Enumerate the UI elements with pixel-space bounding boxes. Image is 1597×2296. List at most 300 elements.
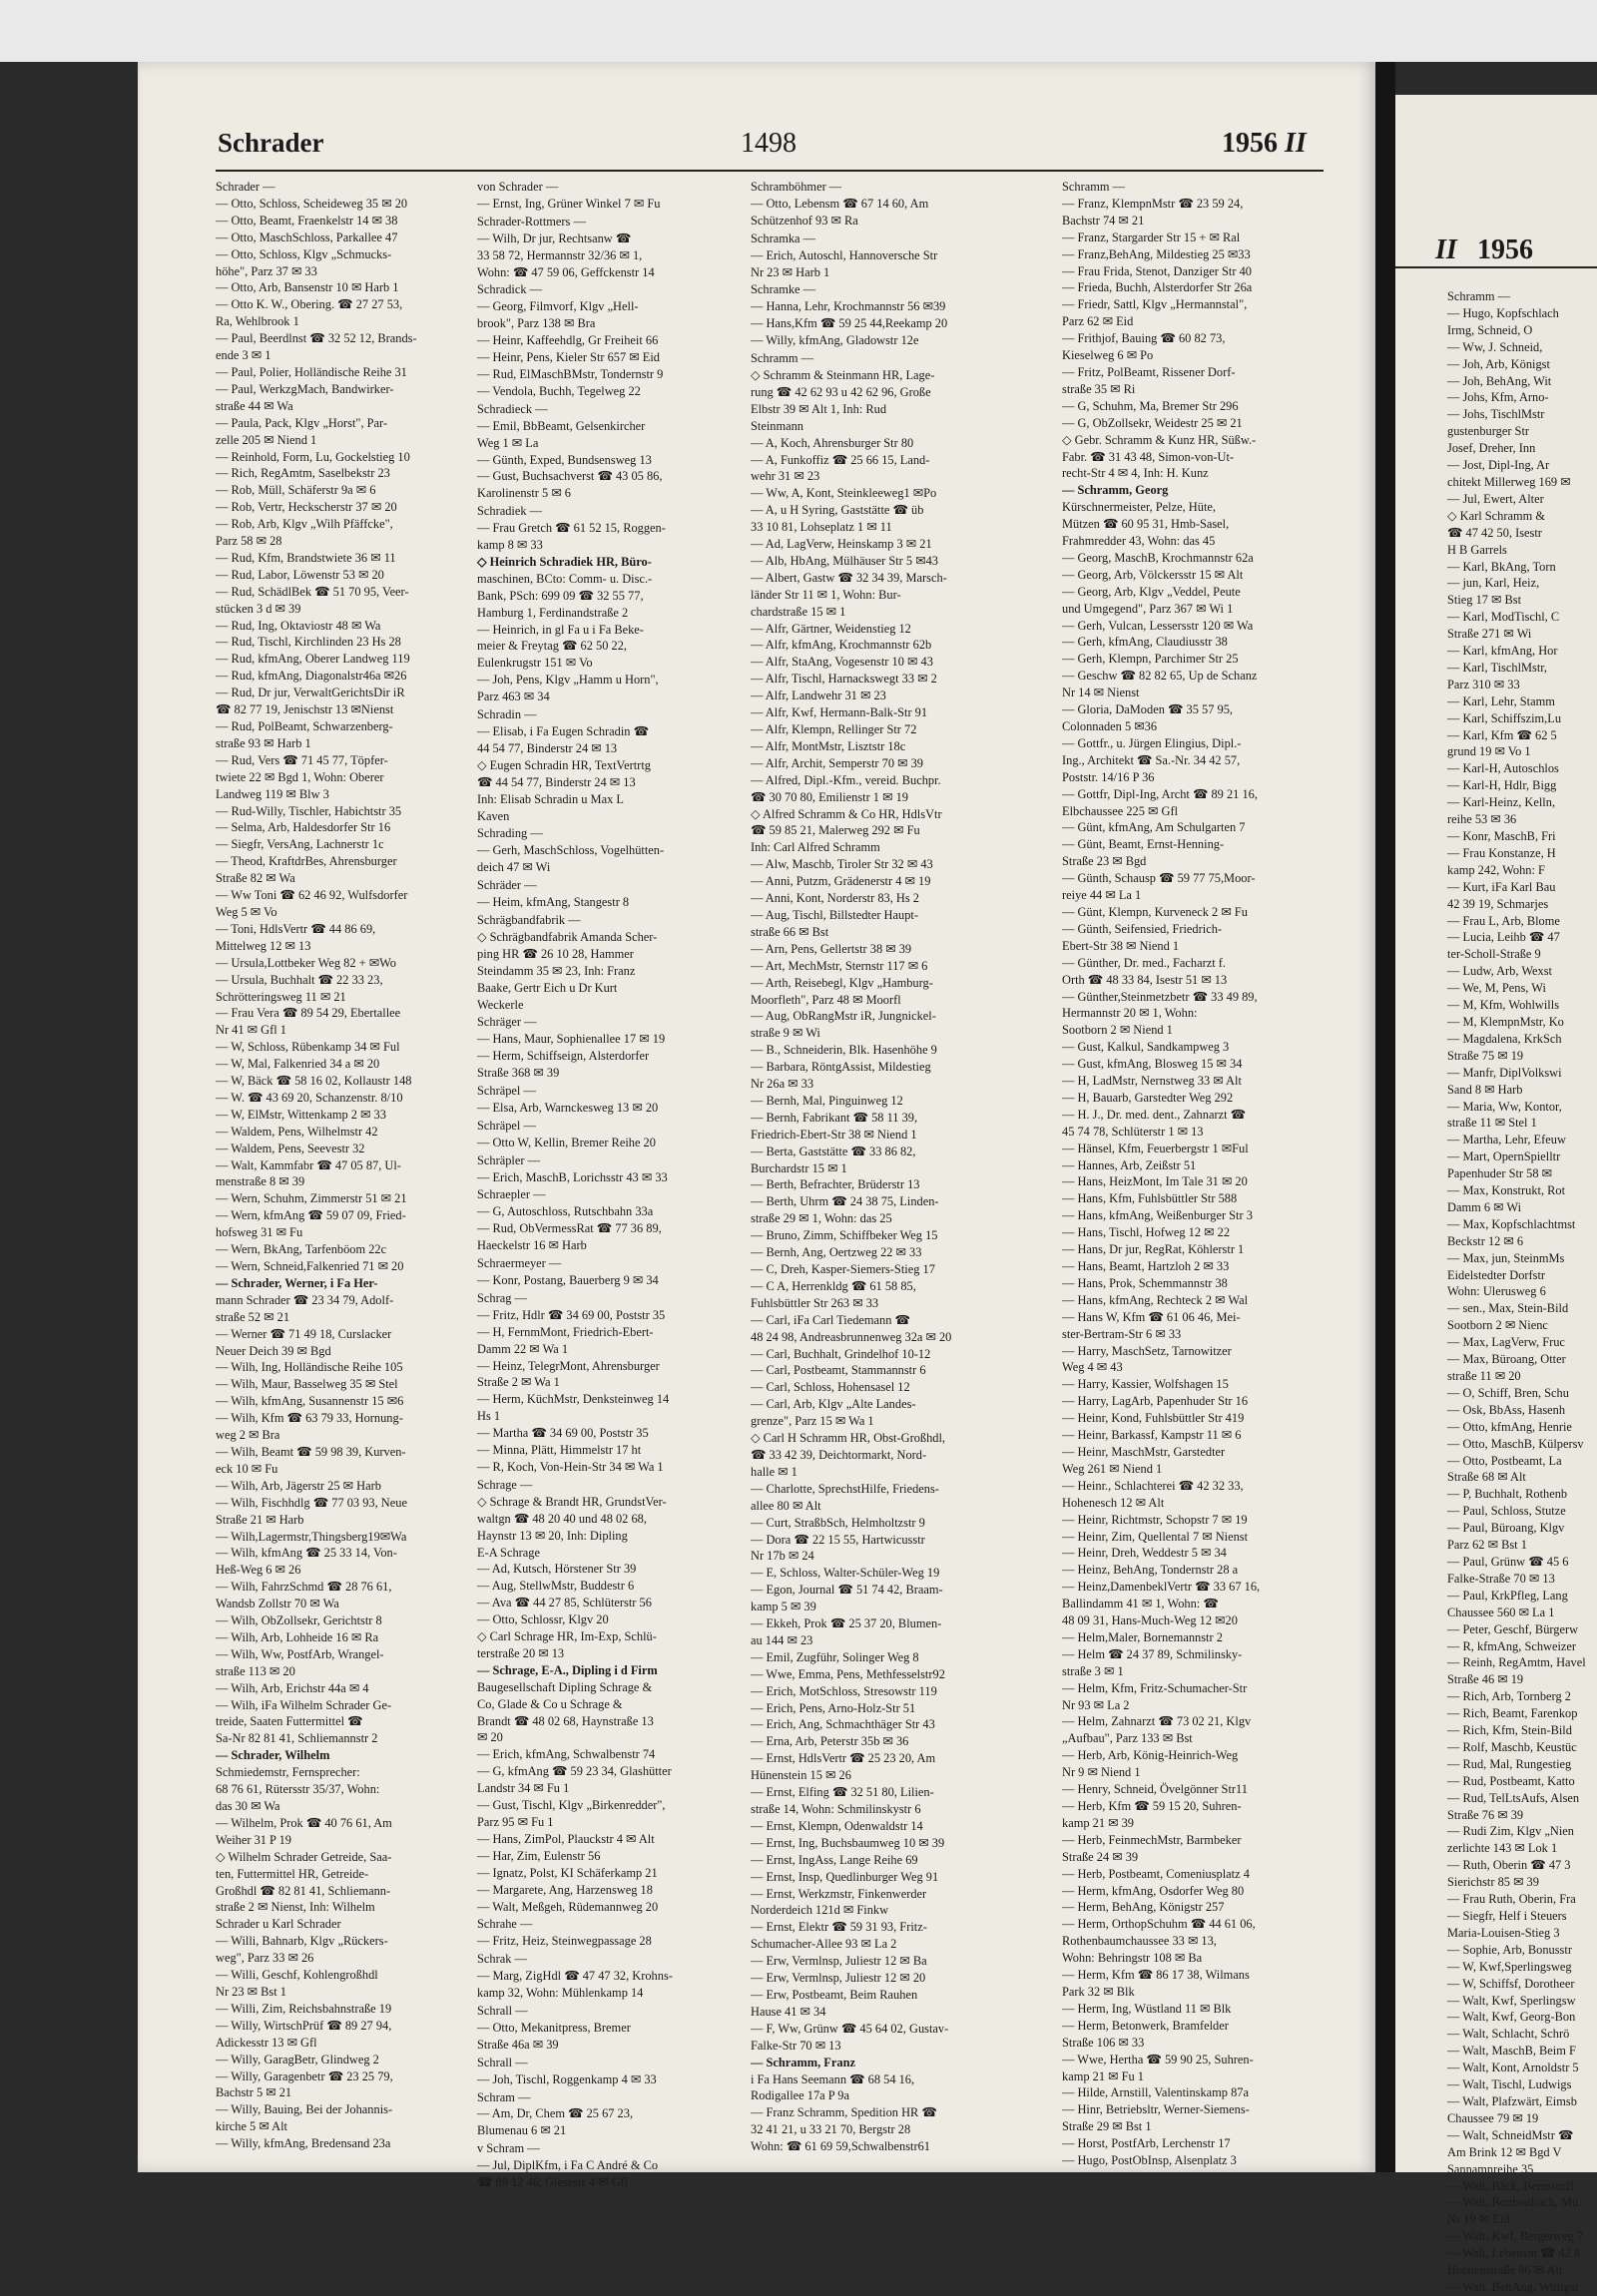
directory-entry: — Hugo, Kopfschlach [1447,305,1559,320]
directory-entry: — Günt, Beamt, Ernst-Henning- [1062,837,1225,852]
directory-entry: — W. ☎ 43 69 20, Schanzenstr. 8/10 [216,1090,403,1105]
directory-entry: — Günth, Exped, Bundsensweg 13 [477,452,652,467]
directory-entry: — Alfred, Dipl.-Kfm., vereid. Buchpr. [751,772,941,787]
directory-entry: Kaven [477,808,510,823]
directory-entry: — Max, Konstrukt, Rot [1447,1183,1566,1198]
directory-entry: — Frieda, Buchh, Alsterdorfer Str 26a [1062,280,1253,295]
directory-entry: Poststr. 14/16 P 36 [1062,769,1155,784]
directory-entry: — R, Koch, Von-Hein-Str 34 ✉ Wa 1 [477,1459,664,1474]
directory-entry: — Willi, Geschf, Kohlengroßhdl [216,1968,378,1983]
directory-entry: Heß-Weg 6 ✉ 26 [216,1563,301,1578]
directory-entry: — Gust, Kalkul, Sandkampweg 3 [1062,1040,1230,1055]
directory-entry: Damm 22 ✉ Wa 1 [477,1341,569,1356]
directory-entry: — Barbara, RöntgAssist, Mildestieg [751,1060,931,1075]
directory-entry: — Ernst, Elfing ☎ 32 51 80, Lilien- [751,1785,934,1800]
directory-entry: Schützenhof 93 ✉ Ra [751,213,858,228]
directory-entry: — Paul, KrkPfleg, Lang [1447,1588,1568,1603]
directory-entry: — Frau Vera ☎ 89 54 29, Ebertallee [216,1006,401,1021]
directory-entry: straße 11 ✉ 20 [1447,1369,1521,1383]
directory-entry: — Ernst, Klempn, Odenwaldstr 14 [751,1818,923,1833]
directory-entry: — Heinr, Zim, Quellental 7 ✉ Nienst [1062,1529,1249,1544]
directory-entry: — Alfr, Kwf, Hermann-Balk-Str 91 [751,705,928,720]
directory-entry: — P, Buchhalt, Rothenb [1447,1487,1568,1502]
directory-entry: Papenhuder Str 58 ✉ [1447,1166,1553,1181]
directory-entry: wehr 31 ✉ 23 [751,469,820,484]
directory-entry: — Hans, HeizMont, Im Tale 31 ✉ 20 [1062,1174,1248,1189]
directory-entry: mann Schrader ☎ 23 34 79, Adolf- [216,1292,394,1307]
directory-entry: straße 9 ✉ Wi [751,1026,820,1041]
directory-entry: Falke-Straße 70 ✉ 13 [1447,1571,1555,1586]
directory-entry: — Schrage, E-A., Dipling i d Firm [477,1662,658,1677]
directory-entry: stücken 3 d ✉ 39 [216,601,301,616]
directory-entry: — H, FernmMont, Friedrich-Ebert- [477,1324,654,1339]
directory-entry: Mützen ☎ 60 95 31, Hmb-Sasel, [1062,517,1230,532]
directory-entry: — Herm, KüchMstr, Denksteinweg 14 [477,1392,670,1407]
directory-entry: Adickesstr 13 ✉ Gfl [216,2035,317,2050]
directory-entry: — H. J., Dr. med. dent., Zahnarzt ☎ [1062,1107,1247,1122]
directory-entry: — Karl-Heinz, Kelln, [1447,795,1556,810]
directory-entry: — Alfr, kfmAng, Krochmannstr 62b [751,638,932,653]
directory-entry: — Mart, OpernSpielltr [1447,1149,1561,1164]
directory-entry: — Peter, Geschf, Bürgerw [1447,1621,1579,1636]
directory-entry: „Aufbau", Parz 133 ✉ Bst [1062,1731,1193,1746]
directory-entry: — Selma, Arb, Haldesdorfer Str 16 [216,820,391,835]
directory-entry: — Erw, Vermlnsp, Juliestr 12 ✉ Ba [751,1954,927,1969]
directory-entry: Straße 29 ✉ Bst 1 [1062,2119,1152,2134]
directory-entry: — Toni, HdlsVertr ☎ 44 86 69, [216,921,376,936]
directory-entry: — Art, MechMstr, Sternstr 117 ✉ 6 [751,958,928,973]
directory-entry: — Hanna, Lehr, Krochmannstr 56 ✉39 [751,299,946,314]
header-rule [216,170,1324,172]
directory-entry: Inh: Carl Alfred Schramm [751,840,880,855]
directory-entry: Rothenbaumchaussee 33 ✉ 13, [1062,1934,1217,1949]
directory-entry: Inh: Elisab Schradin u Max L [477,791,624,806]
directory-entry: Schramka — [751,230,816,245]
directory-entry: — Berth, Uhrm ☎ 24 38 75, Linden- [751,1194,939,1209]
directory-entry: — Alfr, Archit, Semperstr 70 ✉ 39 [751,755,924,770]
directory-entry: ◇ Heinrich Schradiek HR, Büro- [477,554,652,569]
directory-entry: — Siegfr, Helf i Steuers [1447,1909,1567,1923]
next-page-part: II [1435,234,1457,265]
directory-entry: ☎ 47 42 50, Isestr [1447,525,1542,540]
directory-entry: — Rob, Arb, Klgv „Wilh Pfäffcke", [216,517,393,532]
directory-entry: i Fa Hans Seemann ☎ 68 54 16, [751,2071,915,2086]
directory-entry: kamp 21 ✉ Fu 1 [1062,2068,1144,2083]
directory-entry: hofsweg 31 ✉ Fu [216,1225,303,1240]
directory-entry: twiete 22 ✉ Bgd 1, Wohn: Oberer [216,769,384,784]
directory-entry: — Hans, kfmAng, Weißenburger Str 3 [1062,1208,1253,1223]
directory-entry: weg 2 ✉ Bra [216,1428,280,1443]
directory-entry: — W, Mal, Falkenried 34 a ✉ 20 [216,1057,380,1072]
directory-entry: — Walt, SchneidMstr ☎ [1447,2127,1574,2142]
directory-entry: — Hänsel, Kfm, Feuerbergstr 1 ✉Ful [1062,1141,1249,1155]
directory-entry: Wohn: ☎ 61 69 59,Schwalbenstr61 [751,2139,930,2154]
directory-entry: ◇ Wilhelm Schrader Getreide, Saa- [216,1849,392,1864]
directory-entry: kamp 32, Wohn: Mühlenkamp 14 [477,1986,644,2001]
directory-entry: — Ad, LagVerw, Heinskamp 3 ✉ 21 [751,537,932,552]
directory-entry: — Ava ☎ 44 27 85, Schlüterstr 56 [477,1596,652,1610]
directory-entry: — Aug, ObRangMstr iR, Jungnickel- [751,1009,936,1024]
directory-entry: Schmiedemstr, Fernsprecher: [216,1765,360,1780]
directory-entry: eck 10 ✉ Fu [216,1461,278,1476]
column-5 [1447,287,1597,2296]
directory-entry: — Jul, DiplKfm, i Fa C André & Co [477,2158,659,2173]
directory-entry: Elbstr 39 ✉ Alt 1, Inh: Rud [751,401,887,416]
directory-entry: Baake, Gertr Eich u Dr Kurt [477,980,618,995]
directory-entry: deich 47 ✉ Wi [477,860,551,875]
directory-entry: — Alfr, Landwehr 31 ✉ 23 [751,689,886,703]
directory-entry: — Wilh, kfmAng, Susannenstr 15 ✉6 [216,1394,404,1409]
directory-entry: zelle 205 ✉ Niend 1 [216,432,317,447]
directory-entry: — Walt, Kont, Arnoldstr 5 [1447,2061,1579,2075]
directory-entry: maschinen, BCto: Comm- u. Disc.- [477,571,653,586]
directory-entry: — Otto, Arb, Bansenstr 10 ✉ Harb 1 [216,280,399,295]
directory-entry: — Walt, BehAng, Wittigst [1447,2279,1579,2294]
running-head-name: Schrader [218,128,324,158]
directory-entry: — Helm, Zahnarzt ☎ 73 02 21, Klgv [1062,1714,1252,1729]
directory-entry: 32 41 21, u 33 21 70, Bergstr 28 [751,2122,911,2137]
directory-entry: — Frau L, Arb, Blome [1447,913,1560,928]
directory-entry: — Georg, MaschB, Krochmannstr 62a [1062,550,1254,565]
directory-entry: ping HR ☎ 26 10 28, Hammer [477,946,634,961]
directory-entry: — Heim, kfmAng, Stangestr 8 [477,895,630,910]
directory-entry: — Heinr., Schlachterei ☎ 42 32 33, [1062,1478,1244,1493]
directory-entry: — Franz Schramm, Spedition HR ☎ [751,2105,937,2120]
directory-entry: — Rich, Arb, Tornberg 2 [1447,1689,1571,1704]
directory-entry: — Aug, StellwMstr, Buddestr 6 [477,1579,635,1594]
directory-entry: Eulenkrugstr 151 ✉ Vo [477,656,593,671]
directory-entry: — A, Koch, Ahrensburger Str 80 [751,435,914,450]
directory-entry: menstraße 8 ✉ 39 [216,1174,305,1189]
directory-entry: ☎ 82 77 19, Jenischstr 13 ✉Nienst [216,702,394,717]
directory-entry: Parz 58 ✉ 28 [216,534,282,549]
directory-entry: Schramm — [1062,180,1125,194]
directory-entry: Stieg 17 ✉ Bst [1447,593,1522,608]
directory-entry: Schrader u Karl Schrader [216,1917,341,1932]
directory-entry: — Helm, Kfm, Fritz-Schumacher-Str [1062,1680,1248,1695]
directory-entry: — G, Autoschloss, Rutschbahn 33a [477,1204,654,1219]
directory-entry: ◇ Gebr. Schramm & Kunz HR, Süßw.- [1062,432,1257,447]
directory-entry: — Egon, Journal ☎ 51 74 42, Braam- [751,1583,943,1598]
directory-entry: — Ignatz, Polst, KI Schäferkamp 21 [477,1865,658,1880]
directory-entry: — Frau Konstanze, H [1447,845,1556,860]
directory-entry: — Otto, Beamt, Fraenkelstr 14 ✉ 38 [216,213,398,228]
directory-entry: — C A, Herrenkldg ☎ 61 58 85, [751,1278,916,1293]
directory-entry: Frahmredder 43, Wohn: das 45 [1062,534,1216,549]
directory-entry: straße 29 ✉ 1, Wohn: das 25 [751,1211,892,1226]
directory-entry: Straße 271 ✉ Wi [1447,627,1532,642]
directory-entry: Schradick — [477,282,543,297]
directory-entry: — Wilh, Arb, Erichstr 44a ✉ 4 [216,1680,369,1695]
directory-entry: — Walt, Schlacht, Schrö [1447,2027,1570,2042]
directory-entry: kamp 242, Wohn: F [1447,862,1545,877]
directory-entry: — Karl, TischlMstr, [1447,660,1548,675]
directory-entry: — Anni, Kont, Norderstr 83, Hs 2 [751,891,919,906]
directory-entry: — Paul, Grünw ☎ 45 6 [1447,1554,1569,1569]
directory-entry: — Osk, BbAss, Hasenh [1447,1402,1566,1417]
directory-entry: — Rich, Kfm, Stein-Bild [1447,1723,1572,1738]
directory-entry: Sootborn 2 ✉ Niend 1 [1062,1023,1173,1038]
directory-entry: — Martha, Lehr, Efeuw [1447,1133,1566,1148]
directory-entry: straße 11 ✉ Stel 1 [1447,1116,1537,1131]
directory-entry: Straße 106 ✉ 33 [1062,2035,1145,2050]
directory-entry: Nr 9 ✉ Niend 1 [1062,1765,1141,1780]
directory-entry: Schräpel — [477,1118,536,1133]
directory-entry: Weg 1 ✉ La [477,435,539,450]
directory-entry: Schram — [477,2089,531,2104]
directory-entry: — Ww, J. Schneid, [1447,339,1543,354]
directory-entry: — Hans, Kfm, Fuhlsbüttler Str 588 [1062,1191,1238,1206]
directory-entry: — Joh, Pens, Klgv „Hamm u Horn", [477,673,659,688]
directory-entry: Sootborn 2 ✉ Nienc [1447,1318,1548,1333]
directory-entry: 48 24 98, Andreasbrunnenweg 32a ✉ 20 [751,1329,952,1344]
directory-entry: ◇ Alfred Schramm & Co HR, HdlsVtr [751,806,942,821]
directory-entry: — Wern, kfmAng ☎ 59 07 09, Fried- [216,1208,406,1223]
directory-entry: Haeckelstr 16 ✉ Harb [477,1238,587,1253]
directory-entry: — Günt, kfmAng, Am Schulgarten 7 [1062,820,1246,835]
directory-entry: 42 39 19, Schmarjes [1447,896,1549,911]
directory-entry: — Walt, Bäck, Bernstorff [1447,2178,1574,2193]
directory-entry: — Heinr, MaschMstr, Garstedter [1062,1444,1226,1459]
directory-entry: — Waldem, Pens, Wilhelmstr 42 [216,1124,378,1139]
directory-entry: Schramböhmer — [751,180,842,194]
directory-entry: — W, ElMstr, Wittenkamp 2 ✉ 33 [216,1107,386,1122]
directory-entry: — Erna, Arb, Peterstr 35b ✉ 36 [751,1734,909,1749]
directory-entry: — Konr, MaschB, Fri [1447,829,1556,843]
directory-entry: Orth ☎ 48 33 84, Isestr 51 ✉ 13 [1062,972,1228,987]
directory-entry: Weg 261 ✉ Niend 1 [1062,1461,1163,1476]
directory-entry: — Horst, PostfArb, Lerchenstr 17 [1062,2136,1231,2151]
directory-entry: — Am, Dr, Chem ☎ 25 67 23, [477,2106,634,2121]
directory-entry: — Gust, Tischl, Klgv „Birkenredder", [477,1798,666,1813]
directory-entry: Sand 8 ✉ Harb [1447,1082,1523,1097]
directory-entry: — W, Schiffsf, Dorotheer [1447,1976,1575,1991]
directory-entry: — Paul, Büroang, Klgv [1447,1521,1565,1536]
directory-entry: 48 09 31, Hans-Much-Weg 12 ✉20 [1062,1613,1238,1628]
directory-entry: Hamburg 1, Ferdinandstraße 2 [477,605,629,620]
directory-entry: Sierichstr 85 ✉ 39 [1447,1875,1539,1890]
directory-entry: Hause 41 ✉ 34 [751,2004,826,2019]
directory-entry: — Alfr, Tischl, Harnackswegt 33 ✉ 2 [751,672,937,687]
directory-entry: Großhdl ☎ 82 81 41, Schliemann- [216,1883,391,1898]
directory-entry: — Frithjof, Bauing ☎ 60 82 73, [1062,331,1226,346]
directory-entry: — Karl, ModTischl, C [1447,610,1560,625]
directory-entry: — Carl, Schloss, Hohensasel 12 [751,1380,910,1395]
directory-entry: treide, Saaten Futtermittel ☎ [216,1714,363,1729]
directory-entry: — Hinr, Betriebsltr, Werner-Siemens- [1062,2102,1250,2117]
directory-entry: straße 52 ✉ 21 [216,1309,290,1324]
directory-entry: rung ☎ 42 62 93 u 42 62 96, Große [751,384,931,399]
directory-entry: weg", Parz 33 ✉ 26 [216,1951,314,1966]
directory-entry: höhe", Parz 37 ✉ 33 [216,263,317,278]
directory-entry: — Lucia, Leihb ☎ 47 [1447,930,1560,945]
directory-entry: — Wilh, iFa Wilhelm Schrader Ge- [216,1697,392,1712]
directory-entry: — Rud, TelLtsAufs, Alsen [1447,1790,1580,1805]
directory-entry: — G, Schuhm, Ma, Bremer Str 296 [1062,398,1239,413]
directory-entry: — Paul, Beerdlnst ☎ 32 52 12, Brands- [216,331,417,346]
directory-entry: Kürschnermeister, Pelze, Hüte, [1062,500,1216,515]
directory-entry: — Paul, Schloss, Stutze [1447,1504,1566,1519]
directory-entry: — Elisab, i Fa Eugen Schradin ☎ [477,724,650,738]
directory-entry: Eidelstedter Dorfstr [1447,1267,1546,1282]
directory-entry: — Rich, Beamt, Farenkop [1447,1706,1578,1721]
directory-entry: — Fritz, Heiz, Steinwegpassage 28 [477,1934,652,1949]
directory-entry: Schrall — [477,2003,528,2018]
directory-entry: — Otto K. W., Obering. ☎ 27 27 53, [216,297,403,312]
directory-entry: Nr 14 ✉ Nienst [1062,686,1140,700]
column-2 [477,178,739,2191]
directory-entry: — Willy, kfmAng, Gladowstr 12e [751,333,919,348]
directory-entry: — Gerh, kfmAng, Claudiusstr 38 [1062,635,1228,650]
directory-entry: — Curt, StraßbSch, Helmholtzstr 9 [751,1515,925,1530]
directory-entry: — Otto, MaschSchloss, Parkallee 47 [216,230,398,244]
directory-entry: — M, Kfm, Wohlwills [1447,998,1560,1013]
directory-entry: — Herm, Betonwerk, Bramfelder [1062,2018,1229,2033]
directory-entry: Blumenau 6 ✉ 21 [477,2123,567,2138]
directory-entry: — Geschw ☎ 82 82 65, Up de Schanz [1062,669,1258,684]
directory-entry: Weckerle [477,997,524,1012]
directory-entry: H B Garrels [1447,542,1507,557]
directory-entry: — Otto, Schlossr, Klgv 20 [477,1612,609,1627]
directory-entry: — Theod, KraftdrBes, Ahrensburger [216,854,397,869]
directory-entry: — Karl-H, Hdlr, Bigg [1447,778,1557,793]
directory-entry: — Ernst, Werkzmstr, Finkenwerder [751,1886,927,1901]
directory-entry: Schramm — [1447,289,1510,303]
directory-entry: — Gerh, MaschSchloss, Vogelhütten- [477,843,665,858]
directory-entry: — G, kfmAng ☎ 59 23 34, Glashütter [477,1764,672,1779]
directory-entry: straße 44 ✉ Wa [216,398,293,413]
directory-entry: — Alfr, Gärtner, Weidenstieg 12 [751,621,911,636]
directory-entry: straße 35 ✉ Ri [1062,381,1136,396]
directory-entry: — Willy, kfmAng, Bredensand 23a [216,2136,391,2151]
directory-entry: — Wwe, Hertha ☎ 59 90 25, Suhren- [1062,2052,1254,2066]
directory-entry: — Dora ☎ 22 15 55, Hartwicusstr [751,1532,925,1547]
directory-entry: Weg 5 ✉ Vo [216,904,277,919]
directory-entry: — Wilh, FahrzSchmd ☎ 28 76 61, [216,1580,392,1595]
directory-entry: — Manfr, DiplVolkswi [1447,1065,1562,1080]
directory-entry: — Herm, BehAng, Königstr 257 [1062,1900,1225,1915]
directory-entry: — A, u H Syring, Gaststätte ☎ üb [751,503,924,518]
directory-entry: — Heinr, Pens, Kieler Str 657 ✉ Eid [477,350,660,365]
directory-entry: Nr 19 ✉ Eid [1447,2212,1510,2227]
directory-entry: ◇ Schrägbandfabrik Amanda Scher- [477,929,658,944]
directory-entry: — Berth, Befrachter, Brüderstr 13 [751,1177,920,1192]
directory-entry: — Franz, Stargarder Str 15 + ✉ Ral [1062,230,1241,244]
directory-entry: — Rud, Labor, Löwenstr 53 ✉ 20 [216,567,384,582]
directory-entry: — We, M, Pens, Wi [1447,981,1546,996]
directory-entry: 68 76 61, Rütersstr 35/37, Wohn: [216,1782,380,1797]
directory-entry: — Ekkeh, Prok ☎ 25 37 20, Blumen- [751,1616,942,1631]
directory-entry: Straße 76 ✉ 39 [1447,1807,1524,1822]
directory-entry: — Ernst, Insp, Quedlinburger Weg 91 [751,1869,939,1884]
directory-entry: Parz 463 ✉ 34 [477,689,550,704]
directory-entry: Steindamm 35 ✉ 23, Inh: Franz [477,963,636,978]
directory-entry: — Walt, Kammfabr ☎ 47 05 87, Ul- [216,1157,401,1172]
directory-entry: — Ursula,Lottbeker Weg 82 + ✉Wo [216,955,397,970]
directory-entry: Nr 41 ✉ Gfl 1 [216,1023,286,1038]
directory-entry: Sa-Nr 82 81 41, Schliemannstr 2 [216,1731,378,1746]
directory-entry: — Bernh, Ang, Oertzweg 22 ✉ 33 [751,1245,922,1260]
directory-entry: — Rich, RegAmtm, Saselbekstr 23 [216,466,390,481]
directory-entry: Schrak — [477,1952,527,1967]
directory-entry: — Georg, Arb, Völckersstr 15 ✉ Alt [1062,567,1244,582]
directory-entry: — Otto, kfmAng, Henrie [1447,1419,1572,1434]
directory-entry: Fuhlsbüttler Str 263 ✉ 33 [751,1295,879,1310]
next-page-header-rule [1395,266,1597,268]
directory-entry: — Alw, Maschb, Tiroler Str 32 ✉ 43 [751,857,933,872]
directory-entry: — Ad, Kutsch, Hörstener Str 39 [477,1562,637,1577]
directory-entry: Schumacher-Allee 93 ✉ La 2 [751,1937,897,1952]
directory-entry: — Georg, Filmvorf, Klgv „Hell- [477,299,639,314]
directory-entry: — Hans, Maur, Sophienallee 17 ✉ 19 [477,1032,666,1047]
directory-entry: — Günt, Klempn, Kurveneck 2 ✉ Fu [1062,904,1248,919]
directory-entry: — Arth, Reisebegl, Klgv „Hamburg- [751,975,933,990]
directory-entry: — Herm, Schiffseign, Alsterdorfer [477,1049,650,1064]
directory-entry: ☎ 33 42 39, Deichtormarkt, Nord- [751,1447,927,1462]
directory-entry: — Max, LagVerw, Fruc [1447,1335,1565,1350]
directory-entry: — Gloria, DaModen ☎ 35 57 95, [1062,702,1233,717]
directory-entry: kamp 5 ✉ 39 [751,1600,816,1614]
directory-entry: — O, Schiff, Bren, Schu [1447,1385,1569,1400]
directory-entry: — Herm, Kfm ☎ 86 17 38, Wilmans [1062,1968,1250,1983]
directory-entry: — Carl, iFa Carl Tiedemann ☎ [751,1312,910,1327]
directory-entry: ◇ Eugen Schradin HR, TextVertrtg [477,757,651,772]
directory-entry: Schradin — [477,707,537,722]
directory-entry: — Otto, MaschB, Külpersv [1447,1436,1584,1451]
directory-entry: — Reinh, RegAmtm, Havel [1447,1655,1586,1670]
directory-entry: — Hans, ZimPol, Plauckstr 4 ✉ Alt [477,1831,655,1846]
directory-entry: — Albert, Gastw ☎ 32 34 39, Marsch- [751,570,947,585]
directory-entry: ☎ 59 85 21, Malerweg 292 ✉ Fu [751,823,920,838]
directory-entry: Falke-Str 70 ✉ 13 [751,2038,841,2053]
directory-entry: Schrading — [477,826,543,841]
directory-entry: — Werner ☎ 71 49 18, Curslacker [216,1326,392,1341]
directory-entry: Kieselweg 6 ✉ Po [1062,348,1154,363]
directory-entry: — Otto, Schloss, Klgv „Schmucks- [216,246,392,261]
directory-entry: — Konr, Postang, Bauerberg 9 ✉ 34 [477,1273,659,1287]
directory-entry: Wohn: ☎ 47 59 06, Geffckenstr 14 [477,264,655,279]
directory-entry: — Rob, Vertr, Heckscherstr 37 ✉ 20 [216,500,397,515]
directory-entry: Elbchaussee 225 ✉ Gfl [1062,803,1179,818]
directory-entry: — Herm, kfmAng, Osdorfer Weg 80 [1062,1883,1245,1898]
directory-entry: Parz 95 ✉ Fu 1 [477,1815,554,1829]
directory-entry: — Heinr, Richtmstr, Schopstr 7 ✉ 19 [1062,1512,1248,1527]
column-4 [1062,178,1375,2169]
directory-entry: 33 10 81, Lohseplatz 1 ✉ 11 [751,520,892,535]
directory-entry: kirche 5 ✉ Alt [216,2119,287,2134]
directory-entry: — Schrader, Werner, i Fa Her- [216,1275,378,1290]
directory-entry: — R, kfmAng, Schweizer [1447,1638,1577,1653]
directory-entry: kamp 21 ✉ 39 [1062,1815,1134,1830]
directory-entry: reihe 53 ✉ 36 [1447,812,1517,827]
directory-entry: — Walt, Meßgeh, Rüdemannweg 20 [477,1899,659,1914]
directory-entry: — Helm ☎ 24 37 89, Schmilinsky- [1062,1646,1243,1661]
directory-entry: — Heinrich, in gl Fa u i Fa Beke- [477,622,644,637]
directory-entry: — Rud, Mal, Rungestieg [1447,1756,1572,1771]
directory-entry: — Herb, FeinmechMstr, Barmbeker [1062,1832,1242,1847]
directory-entry: Hünenstein 15 ✉ 26 [751,1768,851,1783]
directory-entry: — Wwe, Emma, Pens, Methfesselstr92 [751,1666,945,1681]
directory-entry: — Ww Toni ☎ 62 46 92, Wulfsdorfer [216,888,408,903]
directory-entry: — Margarete, Ang, Harzensweg 18 [477,1882,653,1897]
directory-entry: — Rud, ElMaschBMstr, Tondernstr 9 [477,366,664,381]
directory-entry: — Walt, Plafzwärt, Eimsb [1447,2093,1577,2108]
directory-entry: waltgn ☎ 48 20 40 und 48 02 68, [477,1511,647,1526]
directory-entry: — Hans W, Kfm ☎ 61 06 46, Mei- [1062,1309,1241,1324]
column-3 [751,178,1054,2155]
directory-entry: — Frau Ruth, Oberin, Fra [1447,1892,1576,1907]
directory-entry: — jun, Karl, Heiz, [1447,576,1540,591]
